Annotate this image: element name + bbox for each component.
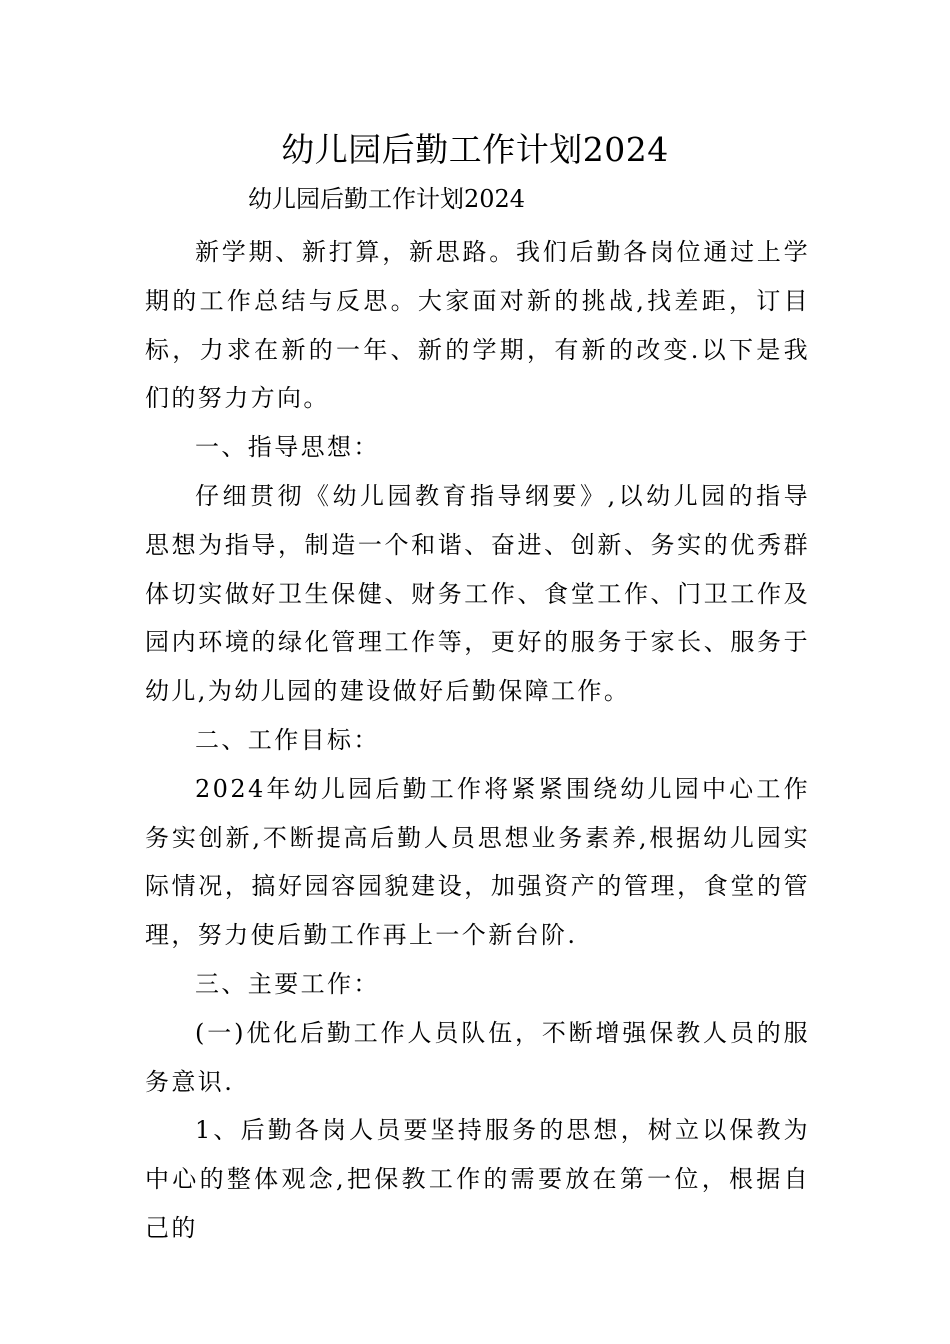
document-title: 幼儿园后勤工作计划2024	[281, 130, 669, 169]
work-goals-paragraph: 2024年幼儿园后勤工作将紧紧围绕幼儿园中心工作务实创新,不断提高后勤人员思想业务素养,根据幼儿园实际情况，搞好园容园貌建设，加强资产的管理，食堂的管理，努力使后勤工作再上一个新台阶.	[145, 774, 810, 950]
section-heading-guiding-ideology: 一、指导思想：	[195, 433, 380, 462]
section-heading-work-goals: 二、工作目标：	[195, 725, 380, 754]
document-body	[145, 228, 810, 1253]
document-subtitle: 幼儿园后勤工作计划2024	[248, 185, 526, 213]
list-item-paragraph: 1、后勤各岗人员要坚持服务的思想，树立以保教为中心的整体观念,把保教工作的需要放在第一位，根据自己的	[145, 1116, 810, 1242]
intro-paragraph: 新学期、新打算，新思路。我们后勤各岗位通过上学期的工作总结与反思。大家面对新的挑战,找差距，订目标，力求在新的一年、新的学期，有新的改变.以下是我们的努力方向。	[145, 238, 810, 413]
subsection-heading-optimize-staff: (一)优化后勤工作人员队伍，不断增强保教人员的服务意识.	[145, 1018, 810, 1096]
section-heading-main-work: 三、主要工作：	[195, 969, 380, 998]
guiding-ideology-paragraph: 仔细贯彻《幼儿园教育指导纲要》,以幼儿园的指导思想为指导，制造一个和谐、奋进、创新、务实的优秀群体切实做好卫生保健、财务工作、食堂工作、门卫工作及园内环境的绿化管理工作等，更好的服务于家长、服务于幼儿,为幼儿园的建设做好后勤保障工作。	[145, 481, 810, 706]
